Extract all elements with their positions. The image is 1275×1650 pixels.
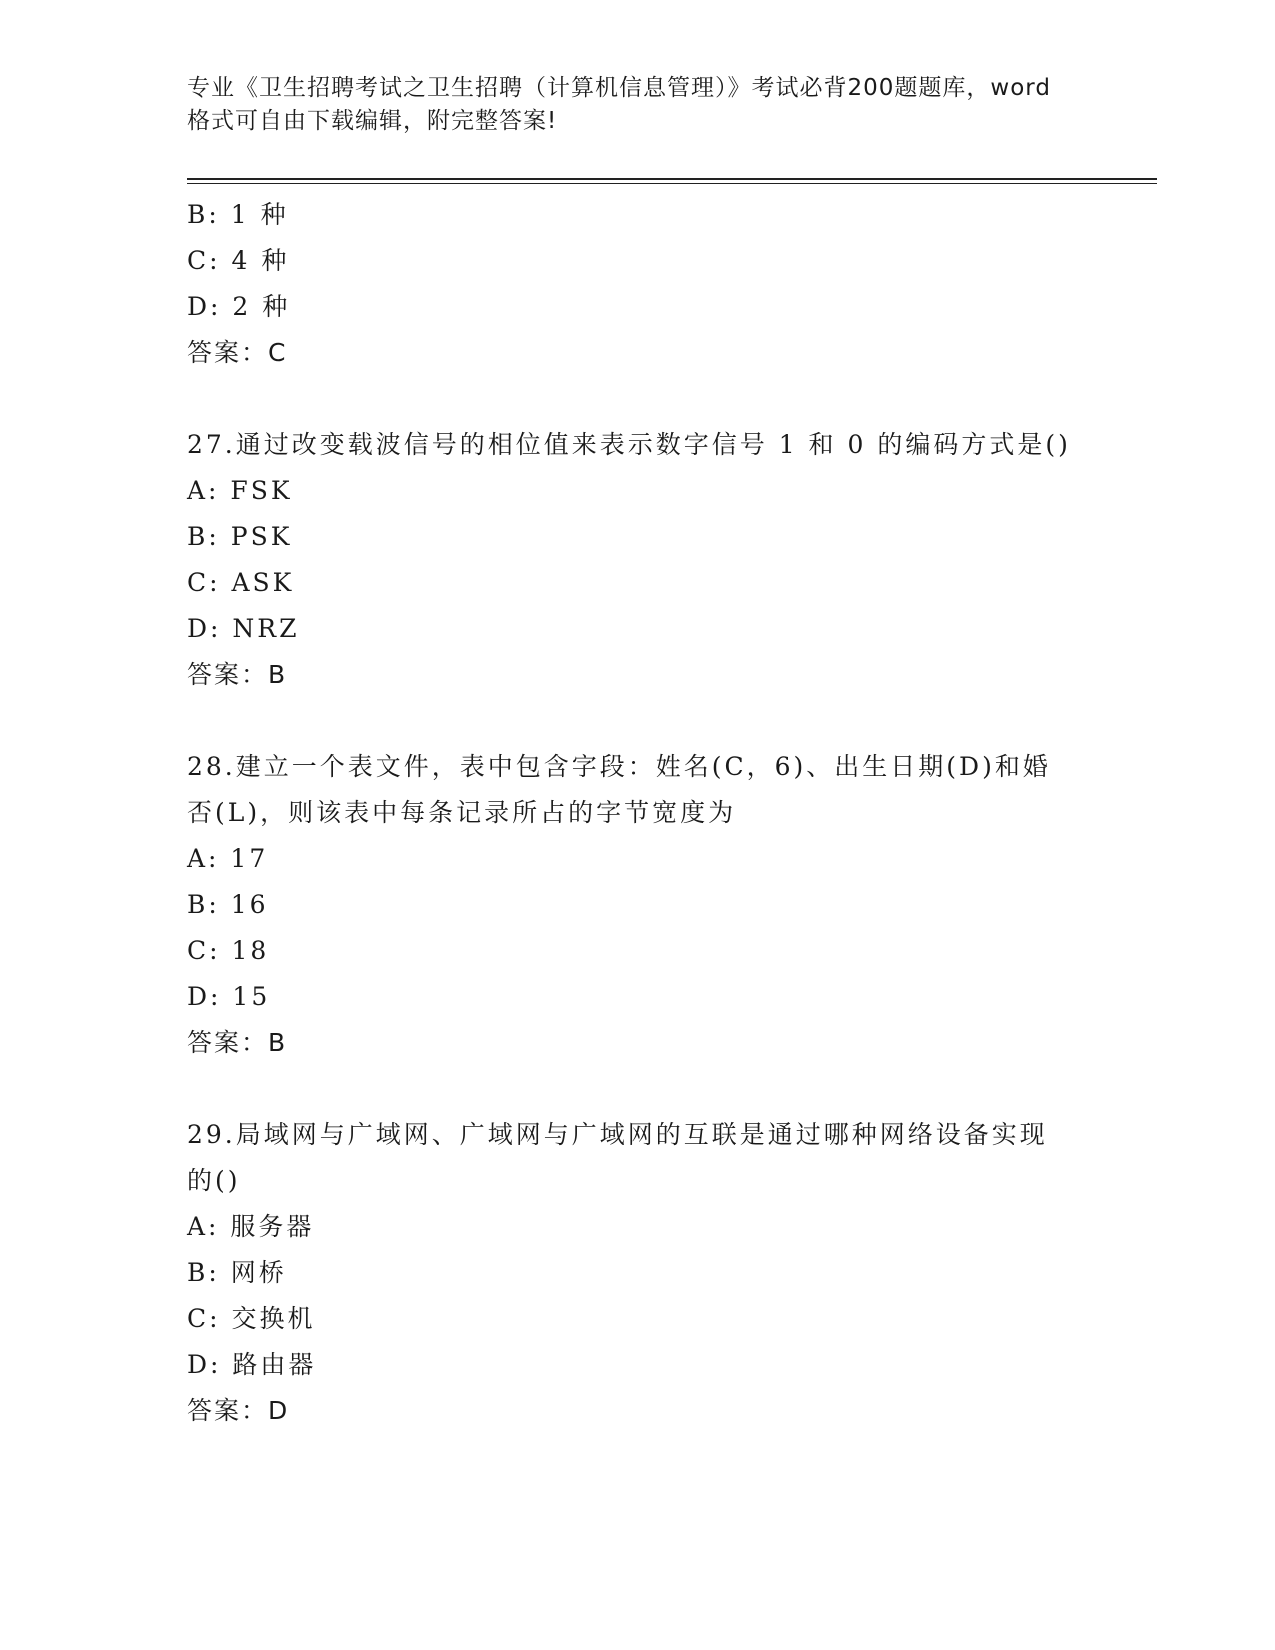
option-a: A: 17 bbox=[187, 844, 269, 873]
option-c: C: 4 种 bbox=[187, 246, 290, 275]
option-d: D: 15 bbox=[187, 982, 271, 1011]
answer: 答案：D bbox=[187, 1396, 290, 1425]
option-b: B: PSK bbox=[187, 522, 293, 551]
question-26 bbox=[187, 192, 1087, 376]
option-d: D: 路由器 bbox=[187, 1350, 317, 1379]
option-c: C: 交换机 bbox=[187, 1304, 316, 1333]
header-rule-thin bbox=[187, 183, 1157, 184]
option-c: C: 18 bbox=[187, 936, 270, 965]
spacer bbox=[187, 376, 1087, 422]
answer: 答案：B bbox=[187, 660, 288, 689]
answer: 答案：C bbox=[187, 338, 288, 367]
option-a: A: 服务器 bbox=[187, 1212, 315, 1241]
question-stem-line-1: 28.建立一个表文件，表中包含字段：姓名(C，6)、出生日期(D)和婚 bbox=[187, 752, 1051, 781]
question-stem-line-1: 29.局域网与广域网、广域网与广域网的互联是通过哪种网络设备实现 bbox=[187, 1120, 1048, 1149]
option-c: C: ASK bbox=[187, 568, 295, 597]
question-29 bbox=[187, 1112, 1087, 1434]
question-27 bbox=[187, 422, 1087, 698]
option-b: B: 1 种 bbox=[187, 200, 289, 229]
option-d: D: NRZ bbox=[187, 614, 300, 643]
answer: 答案：B bbox=[187, 1028, 288, 1057]
header-rule-thick bbox=[187, 178, 1157, 180]
question-stem-line-2: 否(L)，则该表中每条记录所占的字节宽度为 bbox=[187, 798, 737, 827]
option-a: A: FSK bbox=[187, 476, 293, 505]
question-stem: 27.通过改变载波信号的相位值来表示数字信号 1 和 0 的编码方式是() bbox=[187, 430, 1071, 459]
spacer bbox=[187, 1066, 1087, 1112]
question-stem-line-2: 的() bbox=[187, 1166, 241, 1195]
document-header bbox=[187, 72, 1087, 138]
header-line-2: 格式可自由下载编辑，附完整答案! bbox=[187, 108, 558, 134]
option-b: B: 网桥 bbox=[187, 1258, 287, 1287]
question-28 bbox=[187, 744, 1087, 1066]
option-d: D: 2 种 bbox=[187, 292, 291, 321]
header-line-1: 专业《卫生招聘考试之卫生招聘（计算机信息管理）》考试必背200题题库，word bbox=[187, 75, 1051, 101]
option-b: B: 16 bbox=[187, 890, 269, 919]
spacer bbox=[187, 698, 1087, 744]
question-list bbox=[187, 192, 1087, 1434]
